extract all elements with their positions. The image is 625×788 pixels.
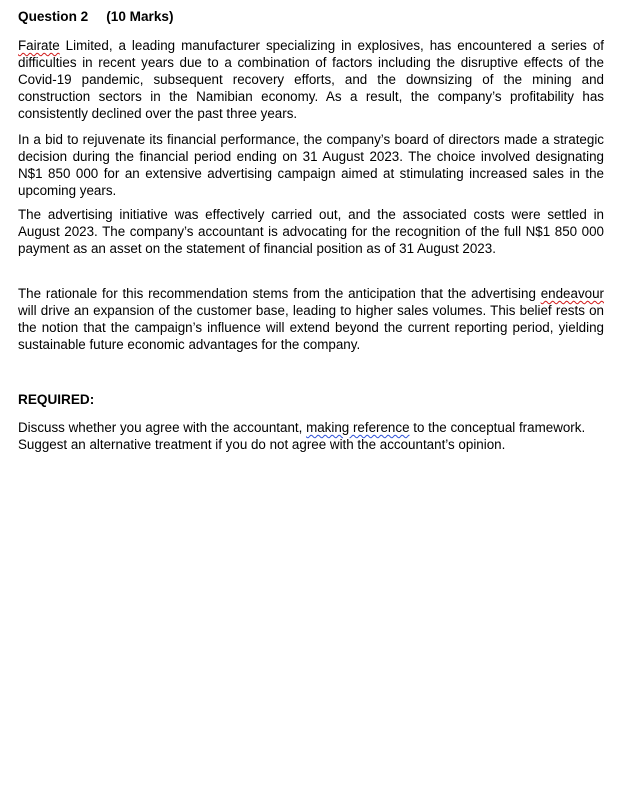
paragraph-rationale: [18, 285, 604, 353]
question-label: Question 2: [18, 9, 89, 24]
spelling-flag-word: endeavour: [540, 286, 604, 301]
question-heading: [18, 8, 174, 25]
instruction-text: Discuss whether you agree with the accountant,: [18, 420, 307, 435]
instruction-text: to the conceptual framework. Suggest an alternative treatment if you do not agree with the accountant’s opinion.: [18, 420, 586, 452]
paragraph-text: will drive an expansion of the customer base, leading to higher sales volumes. This belief rests on the notion that the campaign’s influence will extend beyond the current reporting period, yielding sustainable future economic advantages for the company.: [18, 303, 604, 352]
paragraph-company-background: [18, 37, 604, 122]
paragraph-text: The rationale for this recommendation stems from the anticipation that the advertising: [18, 286, 541, 301]
grammar-flag-phrase: making reference: [306, 420, 410, 435]
question-marks: (10 Marks): [106, 9, 174, 24]
paragraph-text: Limited, a leading manufacturer specializing in explosives, has encountered a series of difficulties in recent years due to a combination of factors including the disruptive effects of the Covid-19 pandemic, subsequent recovery efforts, and the downsizing of the mining and construction sectors in the Namibian economy. As a result, the company’s profitability has consistently declined over the past three years.: [18, 38, 604, 121]
required-heading: REQUIRED:: [18, 392, 95, 407]
paragraph-advertising-initiative: The advertising initiative was effectively carried out, and the associated costs were settled in August 2023. The company’s accountant is advocating for the recognition of the full N$1 850 000 payment as an asset on the statement of financial position as of 31 August 2023.: [18, 207, 604, 256]
paragraph-board-decision: In a bid to rejuvenate its financial performance, the company’s board of directors made a strategic decision during the financial period ending on 31 August 2023. The choice involved designating N$1 850 000 for an extensive advertising campaign aimed at stimulating increased sales in the upcoming years.: [18, 132, 604, 198]
required-instruction: [18, 419, 604, 453]
spelling-flag-word: Fairate: [18, 38, 60, 53]
